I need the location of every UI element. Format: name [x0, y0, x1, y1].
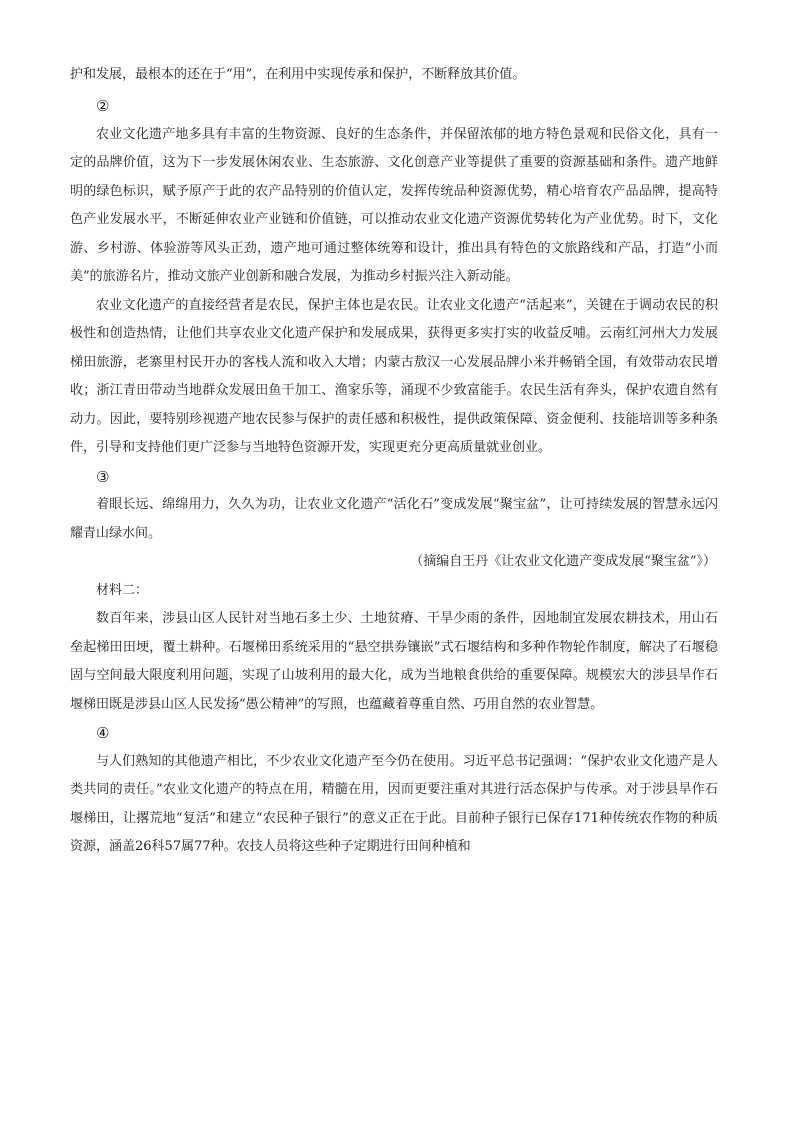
section-marker-4: ④ — [96, 724, 110, 742]
section-marker-3: ③ — [96, 467, 110, 486]
document-page — [70, 62, 718, 862]
paragraph-cultural-heritage-resources: 农业文化遗产地多具有丰富的生物资源、良好的生态条件，并保留浓郁的地方特色景观和民俗文化，具有一定的品牌价值，这为下一步发展休闲农业、生态旅游、文化创意产业等提供了重要的资源基础和条件。遗产地鲜明的绿色标识，赋予原产于此的农产品特别的价值认定，发挥传统品种资源优势，精心培育农产品品牌，提高特色产业发展水平，不断延伸农业产业链和价值链，可以推动农业文化遗产资源优势转化为产业优势。时下，文化游、乡村游、体验游等风头正劲，遗产地可通过整体统筹和设计，推出具有特色的文旅路线和产品，打造“小而美”的旅游名片，推动文旅产业创新和融合发展，为推动乡村振兴注入新动能。 — [70, 126, 718, 284]
section-marker-2: ② — [96, 97, 110, 115]
paragraph-living-heritage: 与人们熟知的其他遗产相比，不少农业文化遗产至今仍在使用。习近平总书记强调：“保护农业文化遗产是人类共同的责任。”农业文化遗产的特点在用，精髓在用，因而更要注重对其进行活态保护与传承。对于涉县旱作石堰梯田，让撂荒地“复活”和建立“农民种子银行”的意义正在于此。目前种子银行已保存171种传统农作物的种质资源，涵盖26科57属77种。农技人员将这些种子定期进行田间种植和 — [70, 753, 718, 854]
source-citation: （摘编自王丹《让农业文化遗产变成发展“聚宝盆”》） — [410, 554, 716, 569]
material-two-label: 材料二： — [96, 582, 149, 598]
paragraph-long-term-vision: 着眼长远、绵绵用力，久久为功，让农业文化遗产“活化石”变成发展“聚宝盆”，让可持续发展的智慧永远闪耀青山绿水间。 — [70, 497, 718, 541]
paragraph-shexian-terraces: 数百年来，涉县山区人民针对当地石多土少、土地贫瘠、干旱少雨的条件，因地制宜发展农耕技术，用山石垒起梯田田埂，覆土耕种。石堰梯田系统采用的“悬空拱券镶嵌”式石堰结构和多种作物轮作制度，解决了石堰稳固与空间最大限度利用问题，实现了山坡利用的最大化，成为当地粮食供给的重要保障。规模宏大的涉县旱作石堰梯田既是涉县山区人民发扬“愚公精神”的写照，也蕴藏着尊重自然、巧用自然的农业智慧。 — [70, 611, 718, 712]
paragraph-continued: 护和发展，最根本的还在于“用”，在利用中实现传承和保护，不断释放其价值。 — [70, 67, 526, 82]
paragraph-farmers-protection: 农业文化遗产的直接经营者是农民，保护主体也是农民。让农业文化遗产“活起来”，关键在于调动农民的积极性和创造热情，让他们共享农业文化遗产保护和发展成果，获得更多实打实的收益反哺。云南红河州大力发展梯田旅游，老寨里村民开办的客栈人流和收入大增；内蒙古敖汉一心发展品牌小米并畅销全国，有效带动农民增收；浙江青田带动当地群众发展田鱼干加工、渔家乐等，涌现不少致富能手。农民生活有奔头，保护农遗自然有动力。因此，要特别珍视遗产地农民参与保护的责任感和积极性，提供政策保障、资金便利、技能培训等多种条件，引导和支持他们更广泛参与当地特色资源开发，实现更充分更高质量就业创业。 — [70, 297, 718, 455]
